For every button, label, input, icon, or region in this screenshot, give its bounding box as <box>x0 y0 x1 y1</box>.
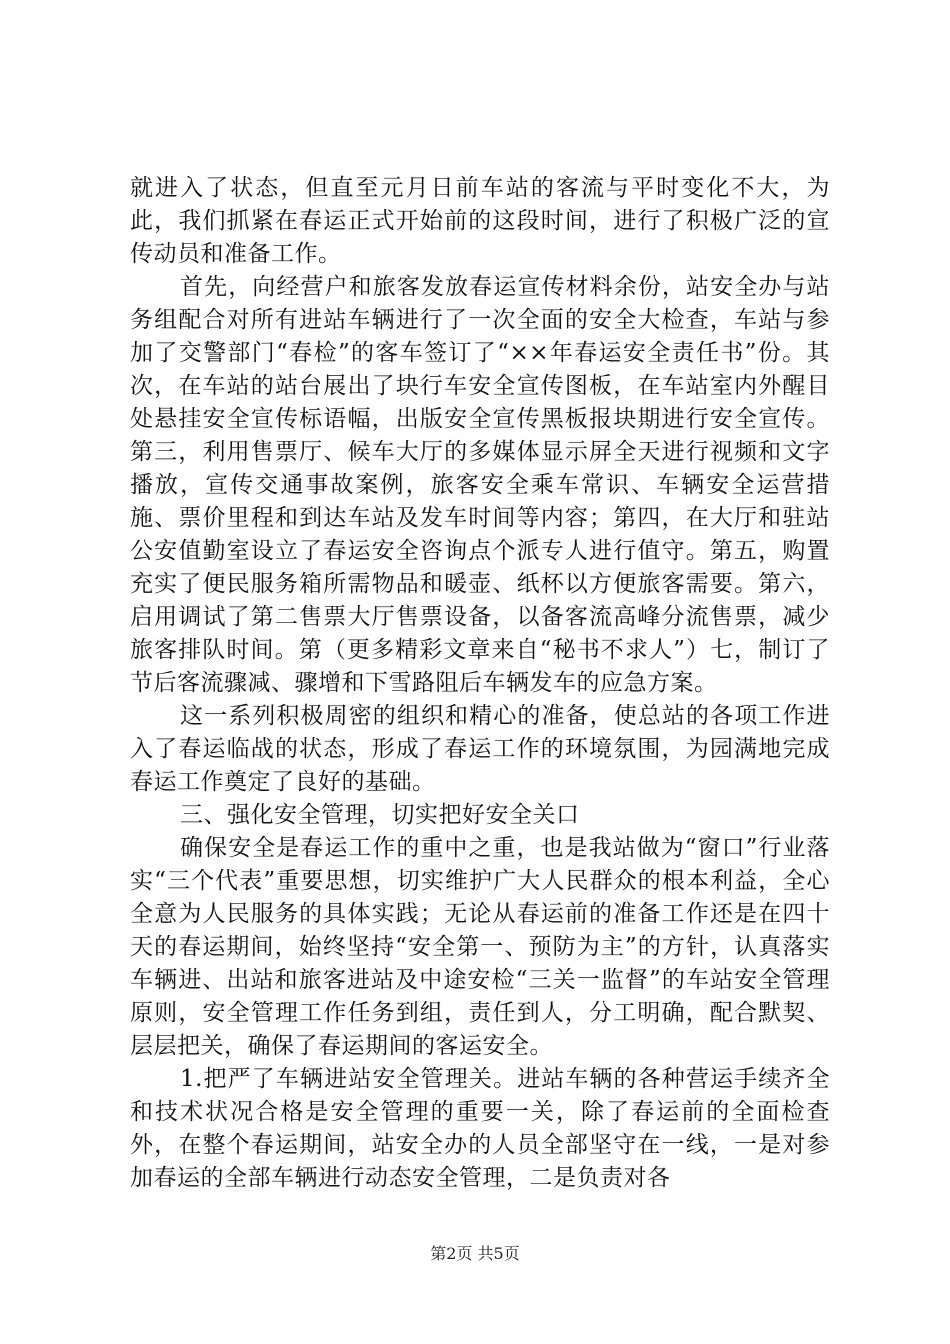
paragraph-safety-priority: 确保安全是春运工作的重中之重，也是我站做为“窗口”行业落实“三个代表”重要思想，切实维护广大人民群众的根本利益，全心全意为人民服务的具体实践；无论从春运前的准备工作还是在四十天的春运期间，始终坚持“安全第一、预防为主”的方针，认真落实车辆进、出站和旅客进站及中途安检“三关一监督”的车站安全管理原则，安全管理工作任务到组，责任到人，分工明确，配合默契、层层把关，确保了春运期间的客运安全。 <box>130 835 830 1059</box>
paragraph-continued: 就进入了状态，但直至元月日前车站的客流与平时变化不大，为此，我们抓紧在春运正式开始前的这段时间，进行了积极广泛的宣传动员和准备工作。 <box>130 175 830 267</box>
paragraph-vehicle-inspection: 1.把严了车辆进站安全管理关。进站车辆的各种营运手续齐全和技术状况合格是安全管理的重要一关，除了春运前的全面检查外，在整个春运期间，站安全办的人员全部坚守在一线，一是对参加春运的全部车辆进行动态安全管理，二是负责对各 <box>130 1066 830 1191</box>
document-body <box>130 172 830 1195</box>
paragraph-preparation-summary: 这一系列积极周密的组织和精心的准备，使总站的各项工作进入了春运临战的状态，形成了春运工作的环境氛围，为园满地完成春运工作奠定了良好的基础。 <box>130 703 830 795</box>
paragraph-preparation-measures: 首先，向经营户和旅客发放春运宣传材料余份，站安全办与站务组配合对所有进站车辆进行了一次全面的安全大检查，车站与参加了交警部门“春检”的客车签订了“××年春运安全责任书”份。其次，在车站的站台展出了块行车安全宣传图板，在车站室内外醒目处悬挂安全宣传标语幅，出版安全宣传黑板报块期进行安全宣传。第三，利用售票厅、候车大厅的多媒体显示屏全天进行视频和文字播放，宣传交通事故案例，旅客安全乘车常识、车辆安全运营措施、票价里程和到达车站及发车时间等内容；第四，在大厅和驻站公安值勤室设立了春运安全咨询点个派专人进行值守。第五，购置充实了便民服务箱所需物品和暖壶、纸杯以方便旅客需要。第六，启用调试了第二售票大厅售票设备，以备客流高峰分流售票，减少旅客排队时间。第（更多精彩文章来自“秘书不求人”）七，制订了节后客流骤减、骤增和下雪路阻后车辆发车的应急方案。 <box>130 274 830 696</box>
section-heading-safety: 三、强化安全管理，切实把好安全关口 <box>180 802 580 828</box>
page-number-footer: 第2页 共5页 <box>430 1244 520 1263</box>
